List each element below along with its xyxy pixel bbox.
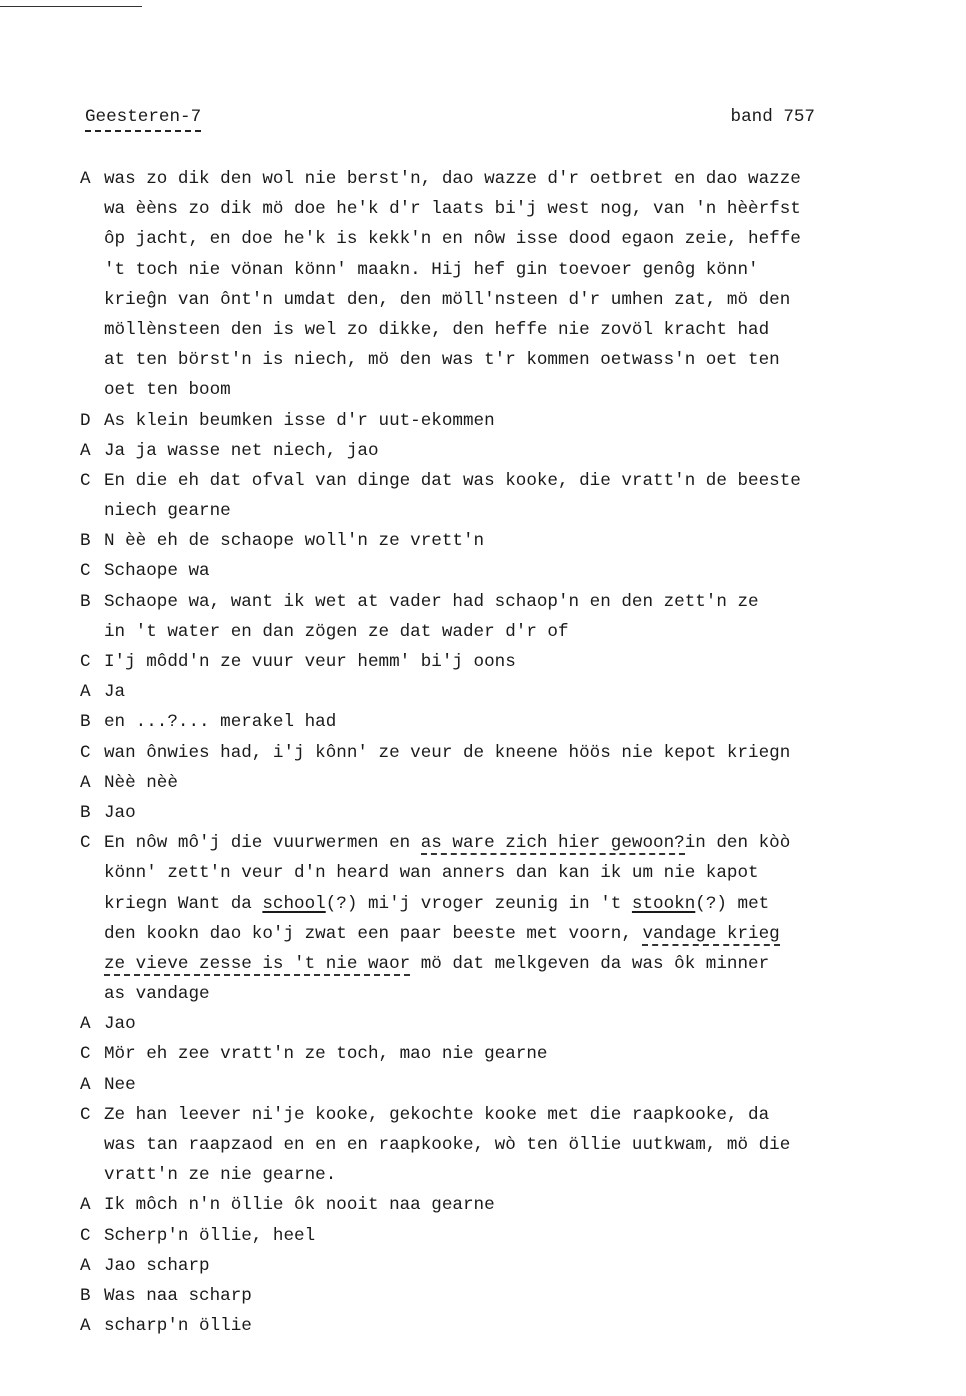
utterance: in den kòò [684,833,791,854]
speaker-label: C [80,1044,91,1065]
page-header [85,104,815,132]
transcript-line [80,1221,930,1251]
top-rule [0,6,142,7]
transcript-line [80,738,930,768]
transcript-line [80,617,930,647]
transcript-line [80,1311,930,1341]
transcript-line [80,1070,930,1100]
transcript-line [80,1281,930,1311]
transcript-line [80,768,930,798]
transcript-line [80,647,930,677]
transcript-line [80,889,930,919]
utterance: I'j môdd'n ze vuur veur hemm' bi'j oons [104,652,516,672]
transcript-line [80,164,930,194]
transcript-line [80,466,930,496]
speaker-label: A [80,1195,91,1216]
transcript-line [80,1009,930,1039]
speaker-label: A [80,440,91,461]
transcript-line [80,1251,930,1281]
utterance: as vandage [104,984,210,1005]
underlined-uncertain-text: ze vieve zesse is 't nie waor [104,953,411,974]
underlined-uncertain-text: as ware zich hier gewoon? [420,833,685,854]
utterance: Jao scharp [104,1255,210,1276]
underlined-uncertain-text: vandage krieg [642,923,780,944]
utterance: Ze han leever ni'je kooke, gekochte kooke met die raapkooke, da [104,1104,770,1125]
utterance: niech gearne [104,501,231,522]
transcript-line [80,375,930,405]
utterance: vratt'n ze nie gearne. [104,1165,337,1186]
utterance: scharp'n öllie [104,1316,252,1337]
transcript-line [80,1130,930,1160]
speaker-label: A [80,169,91,189]
utterance: was zo dik den wol nie berst'n, dao wazze d'r oetbret en dao wazze [104,169,801,189]
utterance: ôp jacht, en doe he'k is kekk'n en nôw isse dood egaon zeie, heffe [104,229,801,250]
underlined-word: stookn [631,893,696,914]
transcript-line [80,556,930,586]
transcript-line [80,1100,930,1130]
utterance: Schaope wa [104,561,210,582]
utterance: Ja [104,682,126,703]
utterance: mö dat melkgeven da was ôk minner [410,953,770,974]
transcript-line [80,285,930,315]
utterance: Jao [104,802,136,823]
transcript-line [80,798,930,828]
utterance: könn' zett'n veur d'n heard wan anners dan kan ik um nie kapot [104,863,759,884]
speaker-label: A [80,1255,91,1276]
utterance: Was naa scharp [104,1285,252,1306]
utterance: Ik môch n'n öllie ôk nooit naa gearne [104,1195,495,1216]
transcript-line [80,919,930,949]
transcript-line [80,1190,930,1220]
utterance: wa èèns zo dik mö doe he'k d'r laats bi'j west nog, van 'n hèèrfst [104,199,801,220]
utterance: Nèè nèè [104,772,178,793]
transcript-line [80,315,930,345]
utterance: wan ônwies had, i'j kônn' ze veur de kneene höös nie kepot kriegn [104,742,791,763]
utterance: krieĝn van ônt'n umdat den, den möll'nsteen d'r umhen zat, mö den [104,289,791,310]
utterance: Mör eh zee vratt'n ze toch, mao nie gearne [104,1044,548,1065]
transcript-line [80,224,930,254]
utterance: was tan raapzaod en en en raapkooke, wò ten öllie uutkwam, mö die [104,1135,791,1155]
transcript [80,164,930,1341]
utterance: möllènsteen den is wel zo dikke, den heffe nie zovöl kracht had [104,319,770,340]
speaker-label: B [80,802,91,823]
utterance: oet ten boom [104,380,231,401]
location-label: Geesteren-7 [85,104,201,132]
transcript-line [80,406,930,436]
utterance: Scherp'n öllie, heel [104,1225,316,1246]
transcript-line [80,436,930,466]
transcript-line [80,1160,930,1190]
speaker-label: B [80,712,91,733]
speaker-label: C [80,561,91,582]
speaker-label: C [80,470,91,491]
utterance: 't toch nie vönan könn' maakn. Hij hef gin toevoer genôg könn' [104,259,759,280]
transcript-line [80,979,930,1009]
utterance: at ten börst'n is niech, mö den was t'r kommen oetwass'n oet ten [104,350,780,371]
speaker-label: C [80,742,91,763]
utterance: in 't water en dan zögen ze dat wader d'r of [104,621,569,642]
transcript-line [80,1039,930,1069]
utterance: (?) met [695,893,770,914]
transcript-line [80,858,930,888]
speaker-label: A [80,1074,91,1095]
speaker-label: A [80,682,91,703]
speaker-label: A [80,1014,91,1035]
transcript-line [80,255,930,285]
transcript-line [80,526,930,556]
speaker-label: C [80,1225,91,1246]
utterance: Jao [104,1014,136,1035]
speaker-label: A [80,1316,91,1337]
speaker-label: D [80,410,91,431]
speaker-label: B [80,591,91,612]
transcript-line [80,828,930,858]
utterance: en ...?... merakel had [104,712,337,733]
utterance: Nee [104,1074,136,1095]
utterance: As klein beumken isse d'r uut-ekommen [104,410,495,431]
tape-label: band 757 [730,107,815,127]
speaker-label: C [80,652,91,672]
transcript-line [80,677,930,707]
transcript-line [80,496,930,526]
underlined-word: school [262,893,326,914]
utterance: Ja ja wasse net niech, jao [104,440,379,461]
speaker-label: B [80,531,91,552]
transcript-line [80,345,930,375]
transcript-line [80,194,930,224]
transcript-line [80,949,930,979]
transcript-line [80,587,930,617]
speaker-label: C [80,1104,91,1125]
speaker-label: B [80,1285,91,1306]
utterance: Schaope wa, want ik wet at vader had schaop'n en den zett'n ze [104,591,759,612]
speaker-label: C [80,833,91,854]
utterance: kriegn Want da [104,893,263,914]
speaker-label: A [80,772,91,793]
utterance: (?) mi'j vroger zeunig in 't [325,893,632,914]
utterance: den kookn dao ko'j zwat een paar beeste met voorn, [104,923,643,944]
utterance: N èè eh de schaope woll'n ze vrett'n [104,531,485,552]
utterance: En die eh dat ofval van dinge dat was kooke, die vratt'n de beeste [104,470,801,491]
transcript-line [80,707,930,737]
utterance: En nôw mô'j die vuurwermen en [104,833,421,854]
